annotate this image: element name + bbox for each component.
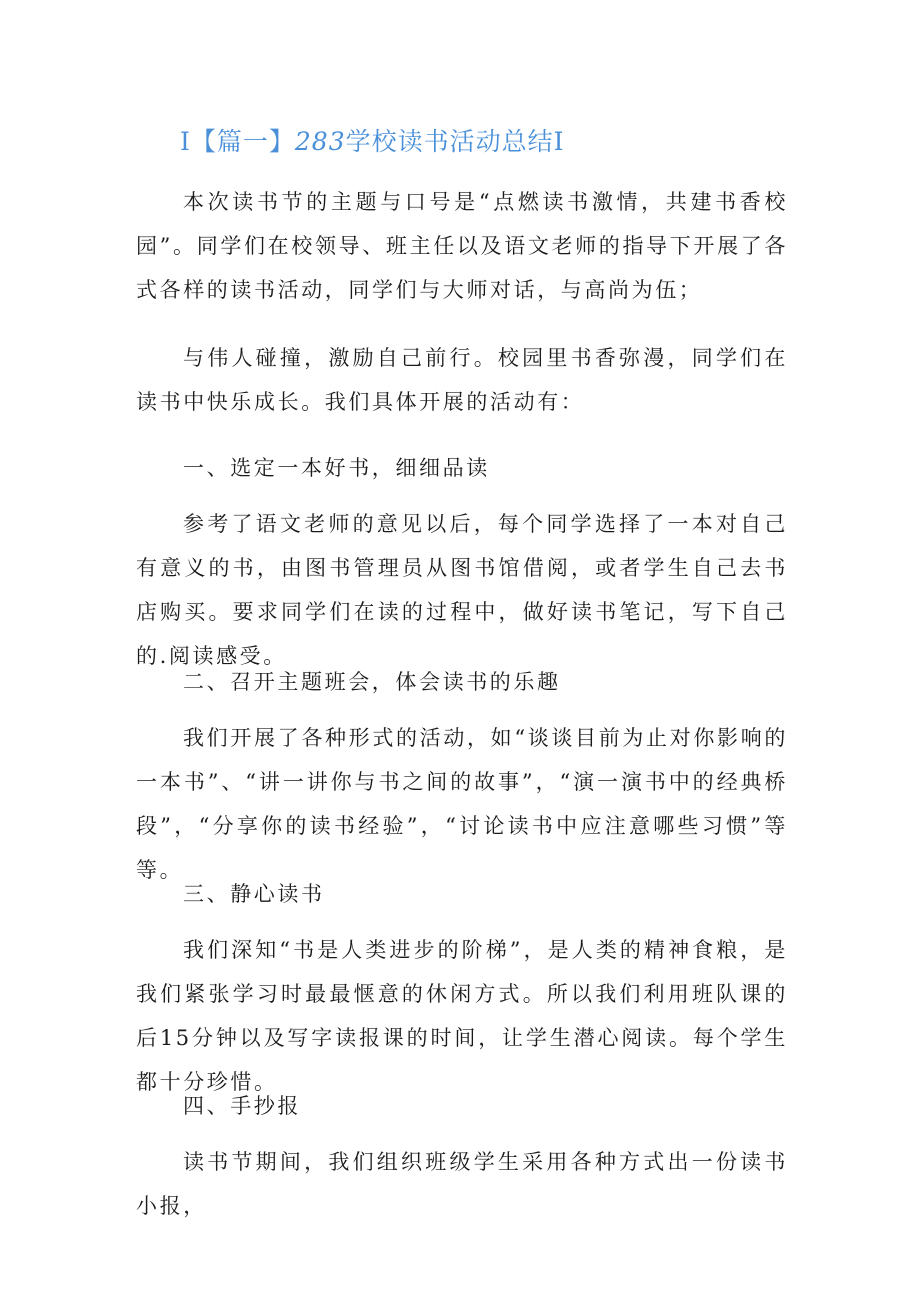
paragraph-intro-continued: 与伟人碰撞，激励自己前行。校园里书香弥漫，同学们在读书中快乐成长。我们具体开展的活动有： xyxy=(136,346,788,414)
paragraph-section-3: 我们深知“书是人类进步的阶梯”，是人类的精神食粮，是我们紧张学习时最最惬意的休闲方式。所以我们利用班队课的后15分钟以及写字读报课的时间，让学生潜心阅读。每个学生都十分珍惜。 xyxy=(136,938,788,1094)
section-heading-3: 三、静心读书 xyxy=(183,882,325,906)
section-heading-4: 四、手抄报 xyxy=(183,1094,301,1118)
title-number: 283 xyxy=(294,127,346,156)
title-prefix: I【篇一】 xyxy=(180,127,295,156)
paragraph-intro: 本次读书节的主题与口号是“点燃读书激情，共建书香校园”。同学们在校领导、班主任以及语文老师的指导下开展了各式各样的读书活动，同学们与大师对话，与高尚为伍； xyxy=(136,190,788,302)
title-suffix: 学校读书活动总结I xyxy=(345,127,565,156)
section-heading-1: 一、选定一本好书，细细品读 xyxy=(183,456,490,480)
section-heading-2: 二、召开主题班会，体会读书的乐趣 xyxy=(183,670,561,694)
paragraph-section-4: 读书节期间，我们组织班级学生采用各种方式出一份读书小报， xyxy=(136,1150,788,1218)
paragraph-section-1: 参考了语文老师的意见以后，每个同学选择了一本对自己有意义的书，由图书管理员从图书馆借阅，或者学生自己去书店购买。要求同学们在读的过程中，做好读书笔记，写下自己的.阅读感受。 xyxy=(136,512,788,668)
paragraph-section-2: 我们开展了各种形式的活动，如“谈谈目前为止对你影响的一本书”、“讲一讲你与书之间的故事”，“演一演书中的经典桥段”，“分享你的读书经验”，“讨论读书中应注意哪些习惯”等等。 xyxy=(136,726,788,882)
document-title xyxy=(180,122,565,158)
